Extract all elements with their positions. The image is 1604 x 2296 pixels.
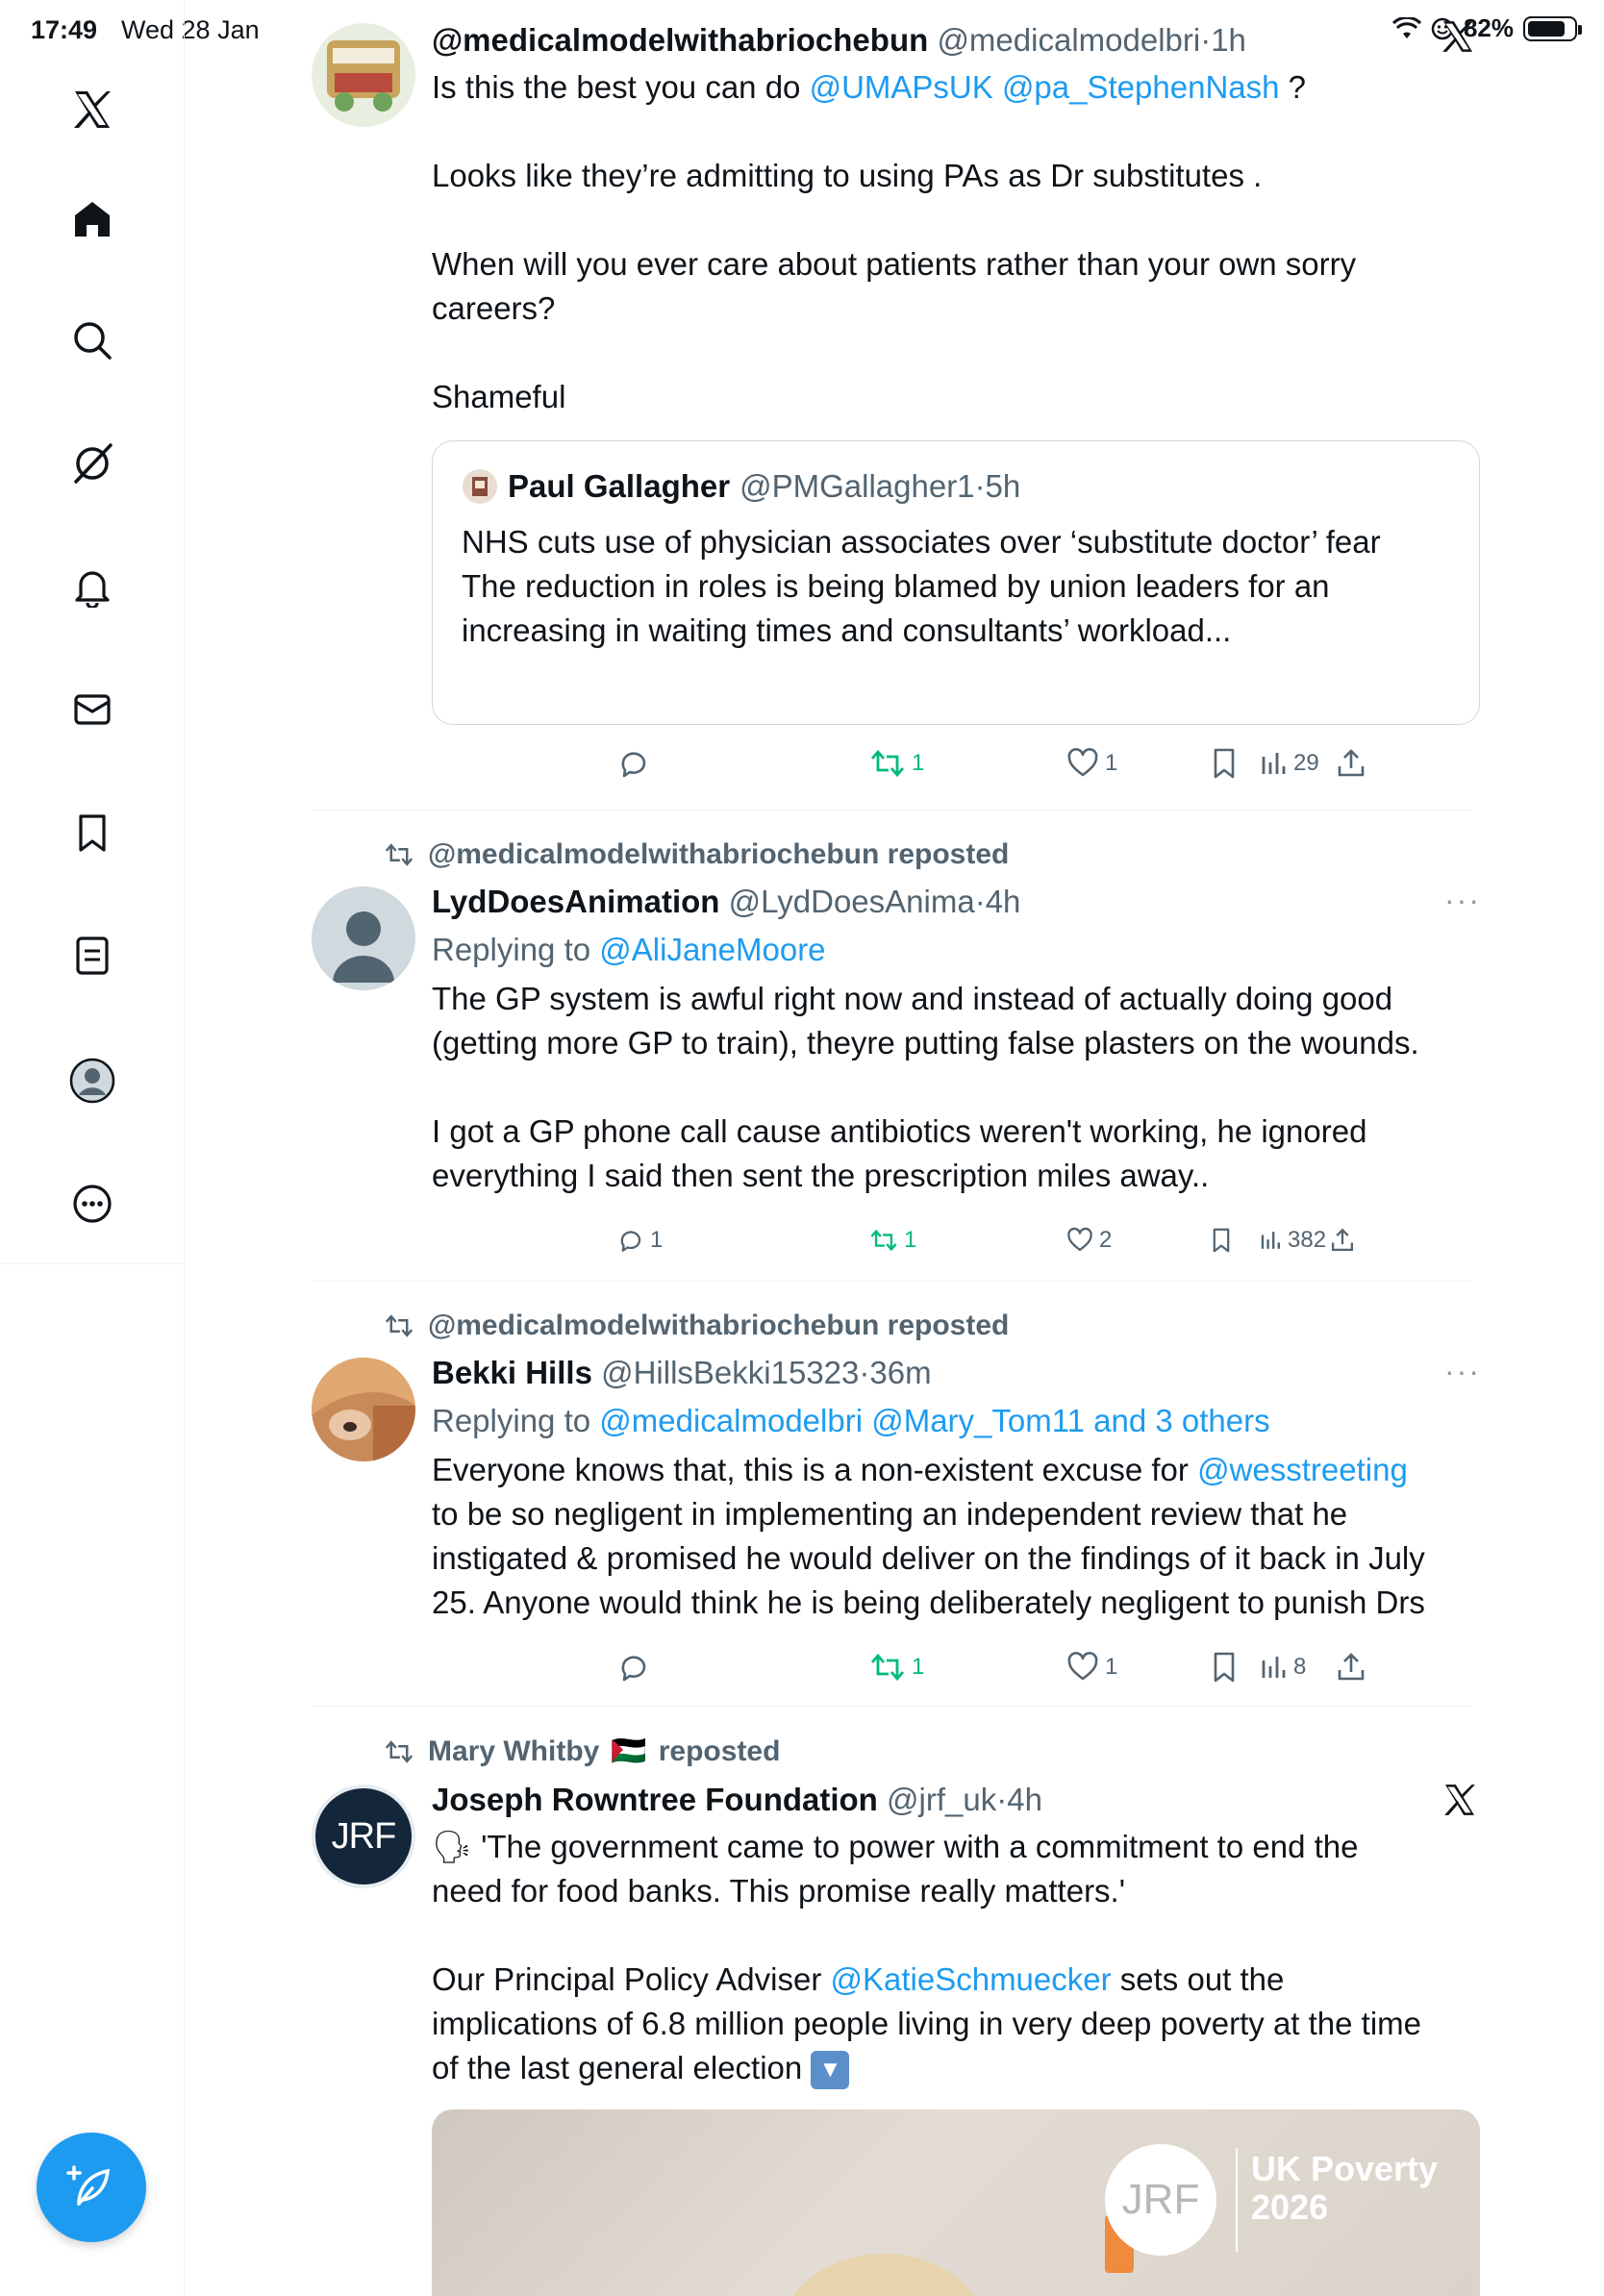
more-icon[interactable]: [63, 1175, 121, 1233]
repost-indicator: [382, 1734, 780, 1768]
reply-count: 1: [650, 1227, 664, 1253]
repost-by-label[interactable]: @medicalmodelwithabriochebun reposted: [428, 1310, 1010, 1341]
more-options-button[interactable]: ···: [1444, 883, 1481, 917]
repost-count: 1: [912, 1654, 925, 1680]
body-text: ?: [1279, 69, 1307, 105]
repost-by-label[interactable]: @medicalmodelwithabriochebun reposted: [428, 838, 1010, 870]
repost-indicator: [382, 838, 1009, 871]
separator: ·: [1200, 22, 1212, 58]
repost-icon: [382, 1738, 416, 1765]
like-count: 1: [1105, 750, 1118, 776]
body-text: When will you ever care about patients rather than your own sorry: [432, 246, 1357, 282]
tweet-body: [432, 65, 1480, 419]
reply-icon: [617, 1227, 644, 1254]
timeline: [185, 0, 1604, 2296]
bell-icon[interactable]: [63, 558, 121, 615]
like-button[interactable]: [1066, 742, 1117, 785]
body-text: Shameful: [432, 379, 566, 414]
sidebar-divider: [0, 1263, 185, 1264]
jrf-logo: [1105, 2144, 1216, 2256]
search-icon[interactable]: [63, 312, 121, 369]
tweet-header: [432, 1779, 1480, 1821]
lists-icon[interactable]: [63, 927, 121, 985]
quote-text: increasing in waiting times and consultants’ workload...: [462, 612, 1232, 648]
body-text: of the last general election: [432, 2050, 812, 2085]
body-text: implications of 6.8 million people living in very deep poverty at the time: [432, 2006, 1422, 2041]
tweet-header: [432, 881, 1480, 923]
view-count: 382: [1288, 1227, 1327, 1253]
body-text: (getting more GP to train), theyre putting false plasters on the wounds.: [432, 1025, 1419, 1061]
x-logo-icon[interactable]: [63, 81, 121, 138]
tweet-divider: [312, 1706, 1471, 1707]
tweet-actions: [432, 742, 1393, 790]
body-text: Everyone knows that, this is a non-existent excuse for: [432, 1452, 1198, 1487]
replying-to: [432, 1400, 1480, 1442]
share-icon: [1329, 1227, 1356, 1254]
flag-icon: 🇵🇸: [611, 1735, 647, 1767]
tweet-body: [432, 977, 1480, 1198]
compose-icon: [65, 2161, 117, 2213]
views-button[interactable]: [1259, 742, 1319, 785]
mention-link[interactable]: @wesstreeting: [1197, 1452, 1408, 1487]
avatar[interactable]: [312, 886, 415, 990]
share-icon: [1335, 747, 1367, 780]
replying-to-label: Replying to: [432, 932, 600, 967]
replying-to-label: Replying to: [432, 1403, 600, 1438]
like-button[interactable]: [1066, 1646, 1117, 1688]
avatar[interactable]: [312, 1358, 415, 1461]
body-text: Looks like they’re admitting to using PAs as Dr substitutes .: [432, 158, 1263, 193]
quote-text: The reduction in roles is being blamed by union leaders for an: [462, 568, 1330, 604]
tweet-content: [432, 1779, 1480, 2090]
body-text: Is this the best you can do: [432, 69, 810, 105]
view-count: 8: [1293, 1654, 1307, 1680]
views-button[interactable]: [1259, 1219, 1326, 1261]
tweet-divider: [312, 810, 1471, 811]
author-name[interactable]: LydDoesAnimation: [432, 884, 720, 919]
tweet-time[interactable]: 4h: [1007, 1782, 1042, 1817]
tweet-time[interactable]: 36m: [869, 1355, 932, 1390]
body-text: careers?: [432, 290, 556, 326]
body-text: sets out the: [1111, 1961, 1285, 1997]
bookmark-button[interactable]: [1210, 742, 1239, 785]
body-text: I got a GP phone call cause antibiotics weren't working, he ignored: [432, 1113, 1367, 1149]
bookmark-icon: [1210, 1651, 1239, 1684]
body-text: instigated & promised he would deliver on the findings of it back in July: [432, 1540, 1425, 1576]
tweet-actions: [432, 1646, 1393, 1694]
tweet-content: [432, 19, 1480, 419]
author-name[interactable]: @medicalmodelwithabriochebun: [432, 22, 929, 58]
down-arrow-icon: ▼: [811, 2051, 849, 2089]
bookmark-icon: [1210, 747, 1239, 780]
heart-icon: [1066, 1227, 1093, 1254]
author-handle[interactable]: @HillsBekki15323: [601, 1355, 860, 1390]
tweet-body: [432, 1825, 1480, 2090]
heart-icon: [1066, 1651, 1099, 1684]
tweet-body: [432, 1448, 1480, 1625]
repost-icon: [382, 841, 416, 868]
separator: ·: [974, 468, 986, 504]
repost-icon: [869, 747, 906, 780]
views-button[interactable]: [1259, 1646, 1306, 1688]
media-photo-shape: [778, 2254, 990, 2296]
media-title: [1251, 2150, 1438, 2227]
tweet-divider: [312, 1281, 1471, 1282]
bookmark-button[interactable]: [1210, 1646, 1239, 1688]
grok-icon[interactable]: [63, 435, 121, 492]
body-text: Our Principal Policy Adviser: [432, 1961, 831, 1997]
repost-button[interactable]: [869, 1646, 924, 1688]
bookmark-button[interactable]: [1210, 1219, 1233, 1261]
tweet-actions: [432, 1219, 1393, 1267]
quote-author-name: Paul Gallagher: [508, 468, 731, 504]
repost-count: 1: [904, 1227, 917, 1253]
tweet-content: [432, 1352, 1480, 1625]
views-icon: [1259, 749, 1288, 778]
body-text: 25. Anyone would think he is being deliberately negligent to punish Drs: [432, 1585, 1425, 1620]
separator: ·: [859, 1355, 870, 1390]
speaking-head-icon: 🗣: [432, 1829, 472, 1864]
mention-link[interactable]: @UMAPsUK: [809, 69, 993, 105]
reply-icon: [617, 1651, 650, 1684]
separator: ·: [996, 1782, 1008, 1817]
bookmark-icon: [1210, 1227, 1233, 1254]
quote-author-handle: @PMGallagher1: [739, 468, 975, 504]
author-name[interactable]: Bekki Hills: [432, 1355, 592, 1390]
repost-count: 1: [912, 750, 925, 776]
avatar[interactable]: [312, 1784, 415, 1888]
avatar[interactable]: [312, 23, 415, 127]
quote-time: 5h: [985, 468, 1021, 504]
mention-link[interactable]: @KatieSchmuecker: [830, 1961, 1112, 1997]
author-handle[interactable]: @jrf_uk: [887, 1782, 997, 1817]
tweet-header: [432, 19, 1480, 62]
like-button[interactable]: [1066, 1219, 1112, 1261]
x-logo-icon: [1439, 17, 1477, 61]
author-handle[interactable]: @medicalmodelbri: [937, 22, 1201, 58]
views-icon: [1259, 1229, 1282, 1252]
like-count: 1: [1105, 1654, 1118, 1680]
body-text: 'The government came to power with a commitment to end the: [471, 1829, 1359, 1864]
mention-link[interactable]: @pa_StephenNash: [1001, 69, 1280, 105]
share-button[interactable]: [1335, 742, 1367, 785]
tweet-time[interactable]: 4h: [985, 884, 1021, 919]
body-text: to be so negligent in implementing an independent review that he: [432, 1496, 1348, 1532]
reply-button[interactable]: [617, 1646, 656, 1688]
avatar: [462, 468, 498, 505]
author-handle[interactable]: @LydDoesAnima: [728, 884, 975, 919]
media-title-line: 2026: [1251, 2187, 1329, 2227]
media-title-line: UK Poverty: [1251, 2149, 1439, 2188]
bookmark-icon[interactable]: [63, 804, 121, 861]
repost-icon: [869, 1227, 898, 1254]
status-date: Wed 28 Jan: [121, 15, 260, 44]
separator: ·: [974, 884, 986, 919]
quote-tweet[interactable]: [432, 440, 1480, 725]
view-count: 29: [1293, 750, 1319, 776]
quote-header: [462, 468, 1020, 505]
mention-link[interactable]: @medicalmodelbri @Mary_Tom11 and 3 others: [599, 1403, 1270, 1438]
replying-to: [432, 929, 1480, 971]
repost-suffix: reposted: [658, 1734, 781, 1767]
status-time: 17:49: [31, 15, 98, 44]
tweet-time[interactable]: 1h: [1211, 22, 1246, 58]
reply-icon: [617, 747, 650, 780]
media-image[interactable]: [432, 2109, 1480, 2296]
repost-button[interactable]: [869, 1219, 916, 1261]
like-count: 2: [1099, 1227, 1113, 1253]
home-icon[interactable]: [63, 190, 121, 248]
battery-percent: 82%: [1463, 13, 1514, 42]
quote-text: NHS cuts use of physician associates over ‘substitute doctor’ fear: [462, 524, 1381, 560]
body-text: The GP system is awful right now and instead of actually doing good: [432, 981, 1393, 1016]
repost-icon: [869, 1651, 906, 1684]
reply-button[interactable]: [617, 742, 656, 785]
tweet-header: [432, 1352, 1480, 1394]
media-divider: [1236, 2148, 1238, 2252]
compose-button[interactable]: [37, 2133, 146, 2242]
reply-button[interactable]: [617, 1219, 663, 1261]
repost-indicator: [382, 1310, 1009, 1342]
quote-body: [462, 520, 1452, 653]
body-text: need for food banks. This promise really matters.': [432, 1873, 1126, 1909]
views-icon: [1259, 1653, 1288, 1682]
body-text: everything I said then sent the prescription miles away..: [432, 1158, 1210, 1193]
heart-icon: [1066, 747, 1099, 780]
repost-icon: [382, 1312, 416, 1339]
author-name[interactable]: Joseph Rowntree Foundation: [432, 1782, 878, 1817]
more-options-button[interactable]: ···: [1444, 1354, 1481, 1388]
share-icon: [1335, 1651, 1367, 1684]
share-button[interactable]: [1329, 1219, 1356, 1261]
mail-icon[interactable]: [63, 681, 121, 738]
repost-by-name[interactable]: Mary Whitby: [428, 1734, 600, 1767]
tweet-content: [432, 881, 1480, 1198]
share-button[interactable]: [1335, 1646, 1367, 1688]
avatar-text: JRF: [331, 1815, 396, 1857]
mention-link[interactable]: @AliJaneMoore: [599, 932, 826, 967]
sidebar: [0, 0, 185, 2296]
profile-icon[interactable]: [63, 1052, 121, 1110]
repost-button[interactable]: [869, 742, 924, 785]
media-logo-text: JRF: [1121, 2176, 1200, 2223]
